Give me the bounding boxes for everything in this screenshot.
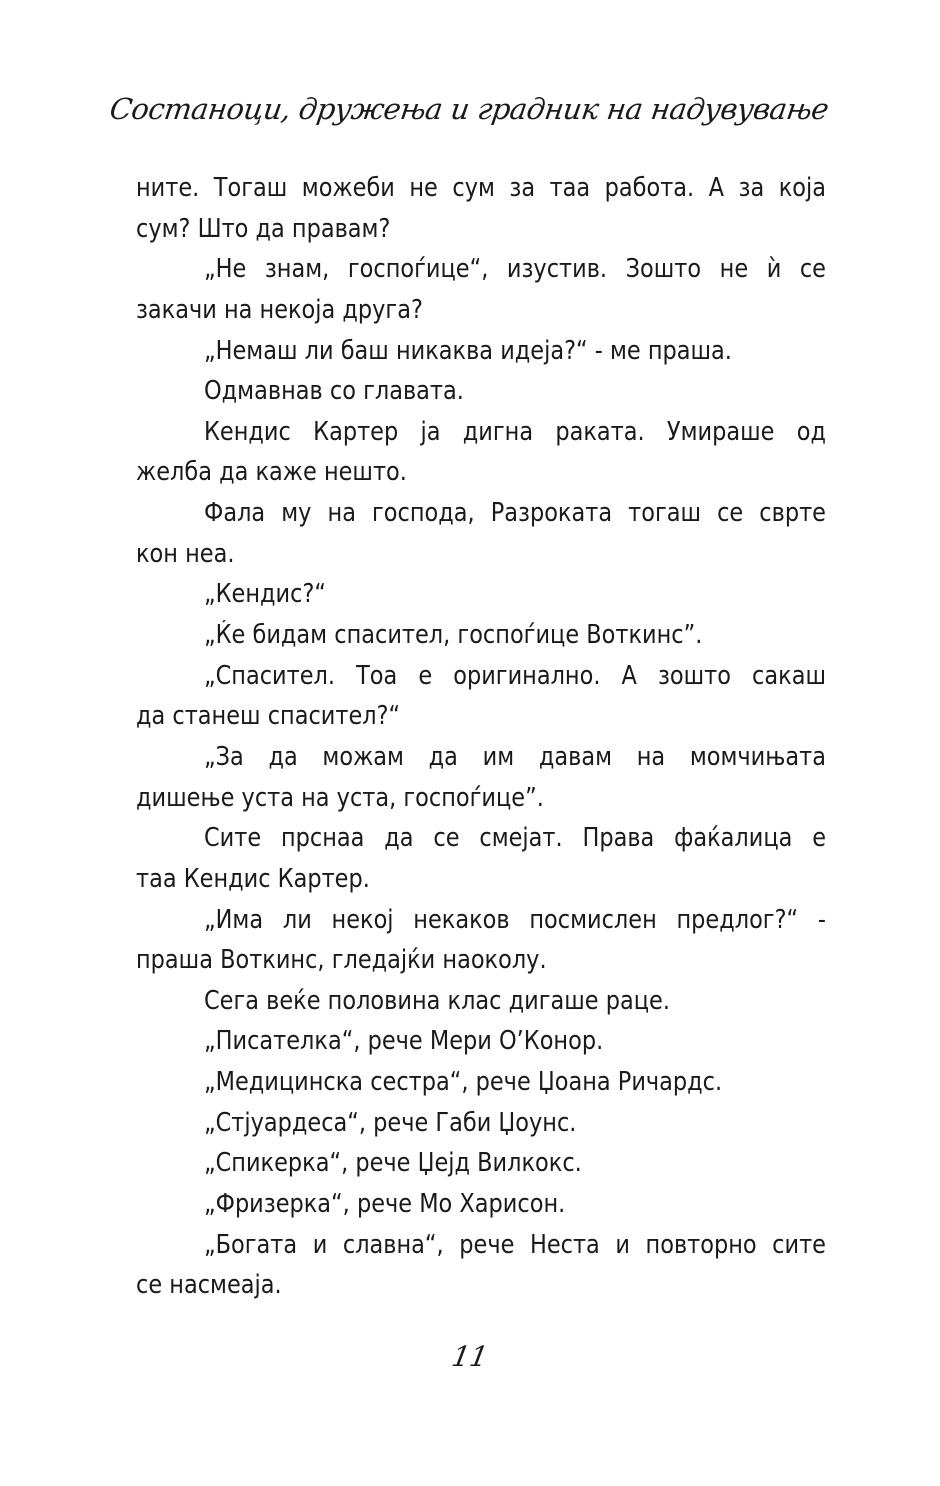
text-line-content: дишење уста на уста, госпоѓице”. (136, 782, 544, 813)
text-line-content: сум? Што да правам? (136, 213, 391, 244)
text-line (136, 493, 826, 534)
text-line-content: се насмеаја. (136, 1270, 282, 1301)
text-line-content: „Медицинска сестра“, рече Џоана Ричардс. (204, 1067, 723, 1098)
text-line (136, 656, 826, 697)
text-line (136, 778, 826, 819)
text-line (136, 818, 826, 859)
text-line-content: „Богата и славна“, рече Неста и повторно сите (204, 1229, 826, 1260)
text-line-content: Кендис Картер ја дигна раката. Умираше од (204, 416, 826, 447)
text-line-content: таа Кендис Картер. (136, 863, 370, 894)
text-line (136, 696, 826, 737)
text-line-content: „Немаш ли баш никаква идеја?“ - ме праша. (204, 335, 732, 366)
page-number: 11 (449, 1340, 491, 1373)
text-line (136, 1225, 826, 1266)
text-line (136, 1103, 826, 1144)
text-line (136, 615, 826, 656)
text-line (136, 859, 826, 900)
text-line-content: „Фризерка“, рече Мо Харисон. (204, 1189, 566, 1220)
text-line-content: желба да каже нешто. (136, 457, 407, 488)
body-text (136, 168, 826, 1306)
text-line (136, 412, 826, 453)
text-line-content: „Спасител. Тоа е оригинално. А зошто сакаш (204, 660, 826, 691)
text-line-content: да станеш спасител?“ (136, 701, 401, 732)
text-line (136, 168, 826, 209)
text-line (136, 1184, 826, 1225)
text-line (136, 1265, 826, 1306)
running-header: Состаноци, дружења и градник на надувување (107, 92, 831, 126)
text-line (136, 290, 826, 331)
text-line-content: „Стјуардеса“, рече Габи Џоунс. (204, 1107, 577, 1138)
text-line (136, 249, 826, 290)
text-line (136, 371, 826, 412)
text-line (136, 331, 826, 372)
text-line (136, 1143, 826, 1184)
text-line-content: „Не знам, госпоѓице“, изустив. Зошто не ѝ се (204, 254, 826, 285)
text-line-content: Сите прснаа да се смејат. Права фаќалица е (204, 823, 826, 854)
text-line-content: „Писателка“, рече Мери О’Конор. (204, 1026, 604, 1057)
text-line-content: „Кендис?“ (204, 579, 327, 610)
text-line-content: Фала му на господа, Разроката тогаш се сврте (204, 498, 826, 529)
text-line-content: „Спикерка“, рече Џејд Вилкокс. (204, 1148, 582, 1179)
text-line (136, 737, 826, 778)
text-line (136, 534, 826, 575)
text-line (136, 1062, 826, 1103)
text-line-content: „Има ли некој некаков посмислен предлог?“ - (204, 904, 826, 935)
text-line-content: кон неа. (136, 538, 235, 569)
text-line (136, 452, 826, 493)
text-line (136, 1021, 826, 1062)
text-line (136, 900, 826, 941)
text-line (136, 940, 826, 981)
text-line (136, 981, 826, 1022)
text-line-content: „Ќе бидам спасител, госпоѓице Воткинс”. (204, 620, 703, 651)
text-line-content: Одмавнав со главата. (204, 376, 464, 407)
text-line-content: ните. Тогаш можеби не сум за таа работа. А за која (136, 173, 826, 203)
text-line (136, 574, 826, 615)
text-line-content: закачи на некоја друга? (136, 294, 423, 325)
text-line (136, 209, 826, 250)
text-line-content: Сега веќе половина клас дигаше раце. (204, 985, 670, 1016)
text-line-content: праша Воткинс, гледајќи наоколу. (136, 945, 547, 976)
text-line-content: „За да можам да им давам на момчињата (204, 741, 826, 772)
